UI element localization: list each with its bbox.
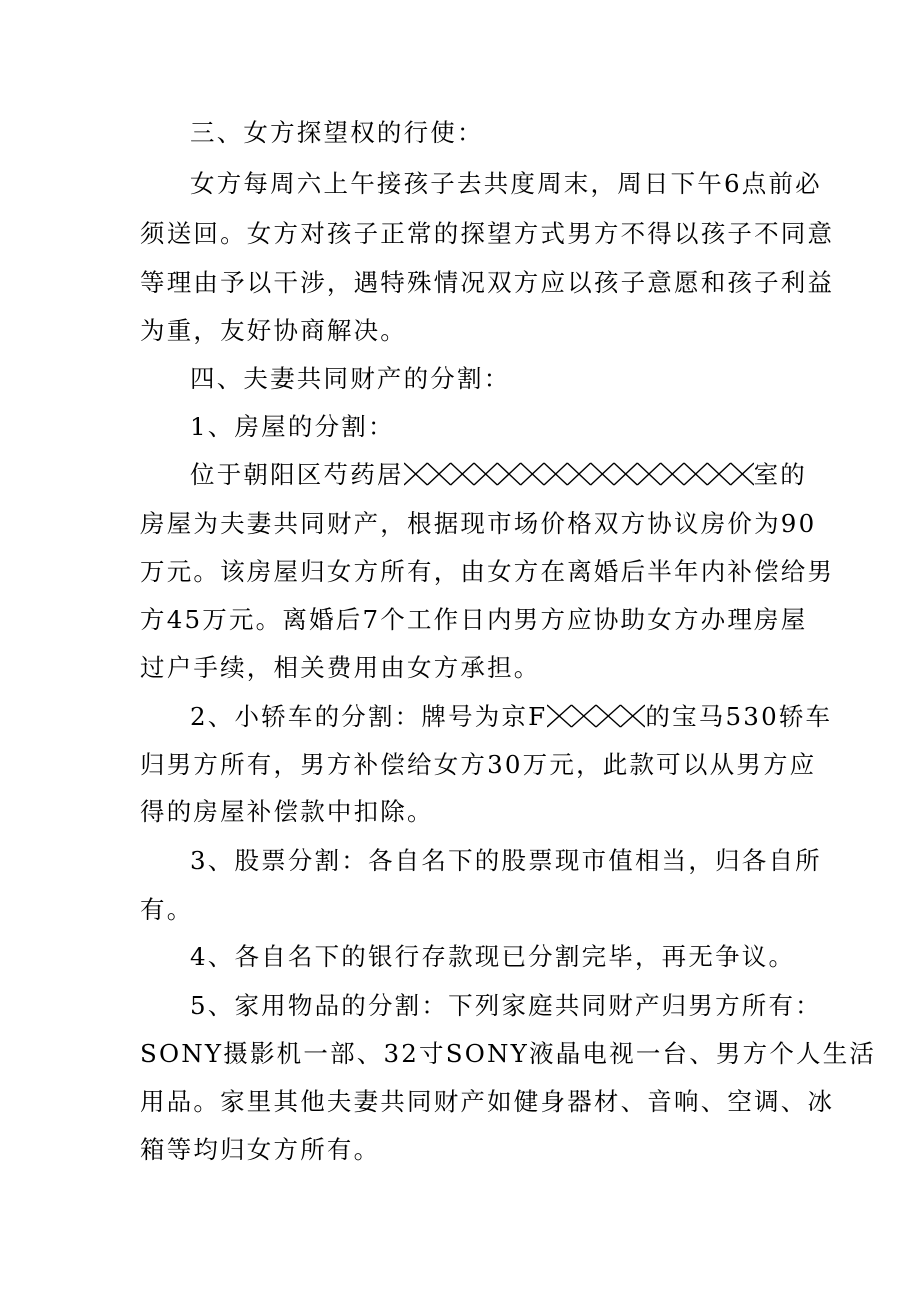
paragraph-household-line-2: SONY摄影机一部、32寸SONY液晶电视一台、男方个人生活 xyxy=(140,1039,877,1068)
paragraph-car-line-1 xyxy=(190,702,832,732)
heading-visitation: 三、女方探望权的行使： xyxy=(190,118,484,147)
paragraph-household-line-4: 箱等均归女方所有。 xyxy=(140,1135,381,1164)
redaction-mask-plate xyxy=(547,704,645,728)
house-address-suffix: 室的 xyxy=(753,460,808,489)
paragraph-house-line-4: 方45万元。离婚后7个工作日内男方应协助女方办理房屋 xyxy=(140,605,808,634)
redaction-mask-address xyxy=(404,462,754,486)
house-address-prefix: 位于朝阳区芍药居 xyxy=(190,460,404,489)
paragraph-car-line-2: 归男方所有，男方补偿给女方30万元，此款可以从男方应 xyxy=(140,750,817,779)
paragraph-house-line-3: 万元。该房屋归女方所有，由女方在离婚后半年内补偿给男 xyxy=(140,557,835,586)
paragraph-visitation-line-2: 须送回。女方对孩子正常的探望方式男方不得以孩子不同意 xyxy=(140,219,835,248)
heading-house-division: 1、房屋的分割： xyxy=(190,412,395,441)
paragraph-household-line-1: 5、家用物品的分割：下列家庭共同财产归男方所有： xyxy=(190,991,822,1020)
paragraph-household-line-3: 用品。家里其他夫妻共同财产如健身器材、音响、空调、冰 xyxy=(140,1087,835,1116)
paragraph-house-line-2: 房屋为夫妻共同财产，根据现市场价格双方协议房价为90 xyxy=(140,509,817,538)
car-plate-prefix: 2、小轿车的分割：牌号为京F xyxy=(190,702,548,731)
paragraph-house-line-5: 过户手续，相关费用由女方承担。 xyxy=(140,653,541,682)
paragraph-stocks-line-2: 有。 xyxy=(140,895,194,924)
car-model-suffix: 的宝马530轿车 xyxy=(645,702,833,731)
paragraph-visitation-line-3: 等理由予以干涉，遇特殊情况双方应以孩子意愿和孩子利益 xyxy=(140,268,835,297)
paragraph-savings: 4、各自名下的银行存款现已分割完毕，再无争议。 xyxy=(190,942,796,971)
heading-property-division: 四、夫妻共同财产的分割： xyxy=(190,364,511,393)
paragraph-visitation-line-1: 女方每周六上午接孩子去共度周末，周日下午6点前必 xyxy=(190,169,822,198)
paragraph-visitation-line-4: 为重，友好协商解决。 xyxy=(140,316,407,345)
paragraph-stocks-line-1: 3、股票分割：各自名下的股票现市值相当，归各自所 xyxy=(190,846,822,875)
paragraph-house-line-1 xyxy=(190,460,807,490)
paragraph-car-line-3: 得的房屋补偿款中扣除。 xyxy=(140,797,434,826)
